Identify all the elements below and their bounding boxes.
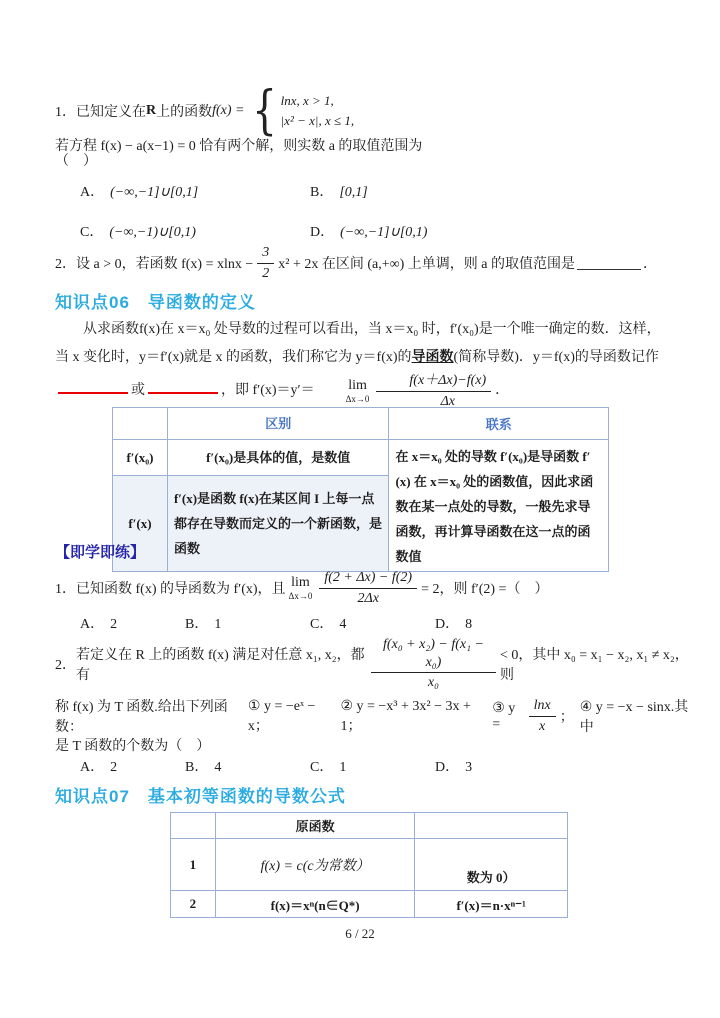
kp06-paragraph <box>55 316 671 410</box>
pq1-option-c <box>310 613 346 633</box>
fraction <box>319 569 417 607</box>
pq2-item-4: ④ y = −x − sinx.其中 <box>579 700 689 735</box>
option-label: D． <box>310 225 335 240</box>
option-label: B． <box>310 185 334 200</box>
pq2-item-2: ② y = −x³ + 3x² − 3x + 1； <box>340 698 471 734</box>
option-label: C． <box>80 225 104 240</box>
limit-operator <box>289 576 313 601</box>
fraction-denominator: x <box>539 718 546 734</box>
fraction-numerator: lnx <box>529 697 556 717</box>
fraction-numerator: 3 <box>257 244 274 264</box>
table1-row2-label: f′(x) <box>113 476 168 572</box>
option-label: B． <box>185 617 209 632</box>
option-value: 1 <box>214 617 222 632</box>
q1-options-row-2 <box>0 221 720 243</box>
q2-lead: 设 a > 0，若函数 f(x) = xlnx − <box>76 257 254 272</box>
lim-subscript: Δx→0 <box>288 590 313 601</box>
option-value: 8 <box>465 617 473 632</box>
pq2-item-3: ③ y = <box>492 700 516 732</box>
table2-row2-original: f(x)＝xⁿ(n∈Q*) <box>215 891 415 918</box>
question-1 <box>55 81 677 155</box>
fraction-numerator: f(2 + Δx) − f(2) <box>319 569 417 589</box>
table2-header-empty <box>171 813 216 839</box>
pq1-options-row <box>0 613 720 635</box>
fill-blank-red-2 <box>148 381 218 394</box>
pq1-lead: 已知函数 f(x) 的导函数为 f′(x)，且 <box>76 582 286 597</box>
para-period: ． <box>495 383 510 399</box>
option-label: D． <box>435 617 460 632</box>
option-value: (−∞,−1]∪[0,1) <box>340 225 428 240</box>
table2-row-1 <box>171 839 568 891</box>
q2-tail: x² + 2x 在区间 (a,+∞) 上单调，则 a 的取值范围是 <box>278 257 576 272</box>
kp06-heading: 知识点06 导函数的定义 <box>55 293 256 312</box>
table1-header-row <box>113 408 609 440</box>
pq2-option-c <box>310 756 346 776</box>
table1-header-empty <box>113 408 168 440</box>
fraction <box>371 636 496 692</box>
question-2 <box>55 243 695 283</box>
option-label: B． <box>185 760 209 775</box>
option-value: (−∞,−1]∪[0,1] <box>110 185 199 200</box>
q1-lead2: 上的函数 <box>156 105 213 121</box>
q2-period: ． <box>643 257 658 272</box>
q1-set-R: R <box>146 103 157 119</box>
para-or: 或 <box>131 383 145 399</box>
pq1-tail: = 2，则 f′(2) =（ ） <box>421 582 549 597</box>
q1-fx-equals: f(x) = <box>212 103 245 119</box>
fraction-numerator: f(x＋Δx)−f(x) <box>376 372 491 392</box>
q2-answer-blank <box>577 257 641 270</box>
option-value: [0,1] <box>339 185 368 200</box>
q1-answer-paren: （ ） <box>55 154 97 169</box>
option-value: 1 <box>339 760 347 775</box>
option-label: A． <box>80 760 105 775</box>
table2-row-2 <box>171 891 568 918</box>
pq2-option-a <box>80 756 117 776</box>
derivative-formula-table <box>170 812 568 918</box>
q1-option-d <box>310 221 427 241</box>
pq2-option-d <box>435 756 472 776</box>
q1-options-row-1 <box>0 181 720 203</box>
option-label: A． <box>80 185 105 200</box>
lim-word: lim <box>348 377 367 393</box>
table2-header-derivative <box>415 813 568 839</box>
option-value: 2 <box>110 617 118 632</box>
pq2-line2-lead: 称 f(x) 为 T 函数.给出下列函数： <box>55 700 228 735</box>
pq1-option-d <box>435 613 472 633</box>
table1-connection-cell: 在 x＝x₀ 处的导数 f′(x₀)是导函数 f′(x) 在 x＝x₀ 处的函数值，因此求函数在某一点处的导数，一般先求导函数，再计算导函数在这一点的函数值 <box>389 440 609 572</box>
q1-option-c <box>80 221 196 241</box>
table1-row2-difference: f′(x)是函数 f(x)在某区间 I 上每一点都存在导数而定义的一个新函数，是函数 <box>167 476 389 572</box>
table1-header-connection: 联系 <box>389 408 609 440</box>
practice-question-1 <box>55 565 695 611</box>
q2-number: 2． <box>55 257 76 272</box>
option-label: C． <box>310 760 334 775</box>
fraction-numerator: f(x₀ + x₂) − f(x₁ − x₀) <box>371 636 496 673</box>
practice-heading: 【即学即练】 <box>55 544 146 561</box>
pq2-lead: 若定义在 R 上的函数 f(x) 满足对任意 x₁, x₂，都有 <box>76 648 365 683</box>
fraction-denominator: Δx <box>440 393 455 409</box>
fill-blank-red-1 <box>58 381 128 394</box>
pq2-item-1: ① y = −eˣ − x； <box>247 698 316 734</box>
pq2-option-b <box>185 756 221 776</box>
q1-number: 1． <box>55 105 76 121</box>
option-value: (−∞,−1)∪[0,1) <box>109 225 196 240</box>
q1-lead1: 已知定义在 <box>76 105 146 121</box>
lim-word: lim <box>291 574 310 590</box>
piecewise-case-bottom: |x² − x|, x ≤ 1, <box>280 113 355 129</box>
fraction <box>529 697 556 735</box>
pq1-option-b <box>185 613 221 633</box>
option-label: A． <box>80 617 105 632</box>
pq2-number: 2． <box>55 658 76 673</box>
piecewise-brace-icon: { <box>251 81 277 141</box>
pq1-number: 1． <box>55 582 76 597</box>
fraction <box>257 244 274 282</box>
table1-row-fx0 <box>113 440 609 476</box>
table2-row1-number: 1 <box>171 839 216 891</box>
table2-row2-number: 2 <box>171 891 216 918</box>
limit-operator <box>318 379 370 404</box>
table2-header-row <box>171 813 568 839</box>
pq2-options-row <box>0 756 720 778</box>
para-underlined-term: 导函数 <box>411 350 454 365</box>
lim-subscript: Δx→0 <box>345 393 370 404</box>
fraction <box>376 372 491 410</box>
q1-option-b <box>310 181 368 201</box>
option-value: 2 <box>110 760 118 775</box>
table1-header-difference: 区别 <box>167 408 389 440</box>
option-value: 3 <box>465 760 473 775</box>
page-number: 6 / 22 <box>345 926 375 941</box>
fraction-denominator: x₀ <box>427 675 440 691</box>
option-label: C． <box>310 617 334 632</box>
kp07-heading: 知识点07 基本初等函数的导数公式 <box>55 787 346 806</box>
q1-tail: 若方程 f(x) − a(x−1) = 0 恰有两个解，则实数 a 的取值范围为 <box>55 138 423 154</box>
table2-row2-derivative: f′(x)＝n·xⁿ⁻¹ <box>415 891 568 918</box>
option-value: 4 <box>214 760 222 775</box>
practice-question-2-line-2 <box>55 695 695 737</box>
table1-row1-label: f′(x₀) <box>113 440 168 476</box>
para-text-2: (简称导数)．y＝f(x)的导函数记作 <box>453 350 659 365</box>
pq2-mid: < 0，其中 x₀ = x₁ − x₂, x₁ ≠ x₂，则 <box>500 648 689 683</box>
fraction-denominator: 2 <box>262 265 270 281</box>
fraction-denominator: 2Δx <box>357 590 379 606</box>
para-text-1: 从求函数f(x)在 x＝x₀ 处导数的过程可以看出，当 x＝x₀ 时，f′(x₀)是一个唯一确定的数．这样，当 x 变化时，y＝f′(x)就是 x 的函数，我们称它为 y＝f(x)的 <box>55 322 661 365</box>
derivative-comparison-table <box>112 407 609 572</box>
pq1-option-a <box>80 613 117 633</box>
table2-header-original: 原函数 <box>215 813 415 839</box>
pq2-item-3-sep: ； <box>559 710 574 725</box>
q1-option-a <box>80 181 198 201</box>
para-text-3: ，即 f′(x)＝y′＝ <box>221 383 315 399</box>
table1-row1-difference: f′(x₀)是具体的值，是数值 <box>167 440 389 476</box>
table2-row1-original: f(x) = c(c为常数） <box>215 839 415 891</box>
piecewise-function <box>248 81 355 141</box>
piecewise-case-top: lnx, x > 1, <box>280 93 334 109</box>
option-label: D． <box>435 760 460 775</box>
practice-question-2-line-1 <box>55 637 695 691</box>
practice-question-2-line-3: 是 T 函数的个数为（ ） <box>55 739 211 754</box>
table2-row1-derivative: 数为 0） <box>415 839 568 891</box>
option-value: 4 <box>339 617 347 632</box>
